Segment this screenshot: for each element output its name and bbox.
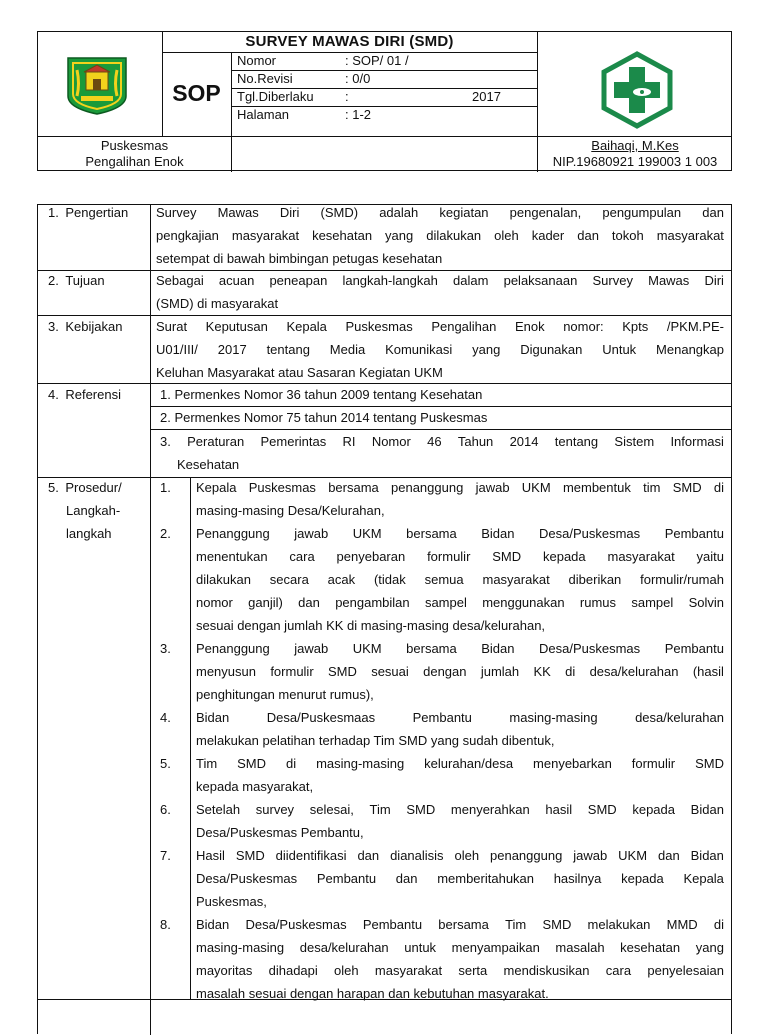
step-text-line: penghitungan menurut rumus), — [196, 687, 374, 702]
step-text-line: nomor ganjil) dan pengambilan sampel menggunakan rumus sampel Solvin — [196, 595, 724, 610]
step-text-line: Tim SMD di masing-masing kelurahan/desa menyebarkan formulir SMD — [196, 756, 724, 771]
sop-header-table — [37, 31, 732, 171]
label-tujuan: 2. Tujuan — [48, 273, 105, 288]
field-halaman-label: Halaman — [237, 107, 290, 122]
sop-label: SOP — [172, 80, 221, 106]
field-revisi-value: : 0/0 — [345, 71, 371, 86]
step-number: 5. — [160, 756, 171, 771]
step-number: 2. — [160, 526, 171, 541]
step-number: 3. — [160, 641, 171, 656]
label-referensi: 4. Referensi — [48, 387, 121, 402]
step-text-line: kepada masyarakat, — [196, 779, 314, 794]
step-text-line: Penanggung jawab UKM bersama Bidan Desa/Puskesmas Pembantu — [196, 526, 724, 541]
field-revisi-label: No.Revisi — [237, 71, 293, 86]
field-nomor-label: Nomor — [237, 53, 277, 68]
step-text-line: Bidan Desa/Puskesmas Pembantu bersama Tim SMD melakukan MMD di — [196, 917, 724, 932]
field-tgl-year: 2017 — [472, 89, 501, 104]
step-number: 4. — [160, 710, 171, 725]
label-prosedur-2: Langkah- — [66, 503, 121, 518]
kebijakan-line: U01/III/ 2017 tentang Media Komunikasi yang Digunakan Untuk Menangkap — [156, 342, 724, 357]
step-text-line: menyusun formulir SMD sesuai dengan jumlah KK di desa/kelurahan (hasil — [196, 664, 724, 679]
field-halaman-value: : 1-2 — [345, 107, 372, 122]
org-name-line2: Pengalihan Enok — [85, 154, 184, 169]
pengertian-line: pengkajian masyarakat kesehatan yang dilakukan oleh kader dan tokoh masyarakat — [156, 228, 724, 243]
label-kebijakan: 3. Kebijakan — [48, 319, 123, 334]
referensi-item: 1. Permenkes Nomor 36 tahun 2009 tentang Kesehatan — [160, 387, 483, 402]
tujuan-line: (SMD) di masyarakat — [156, 296, 279, 311]
field-tgl-label: Tgl.Diberlaku — [237, 89, 314, 104]
label-pengertian: 1. Pengertian — [48, 205, 129, 220]
step-text-line: melakukan pelatihan terhadap Tim SMD yang sudah dibentuk, — [196, 733, 555, 748]
step-number: 7. — [160, 848, 171, 863]
kebijakan-line: Surat Keputusan Kepala Puskesmas Pengalihan Enok nomor: Kpts /PKM.PE- — [156, 319, 724, 334]
referensi-item: 2. Permenkes Nomor 75 tahun 2014 tentang Puskesmas — [160, 410, 488, 425]
step-text-line: masing-masing Desa/Kelurahan, — [196, 503, 385, 518]
step-text-line: Hasil SMD diidentifikasi dan dianalisis oleh penanggung jawab UKM dan Bidan — [196, 848, 724, 863]
signer-nip: NIP.19680921 199003 1 003 — [552, 154, 718, 169]
pengertian-line: setempat di bawah bimbingan petugas kesehatan — [156, 251, 443, 266]
step-text-line: Setelah survey selesai, Tim SMD menyerahkan hasil SMD kepada Bidan — [196, 802, 724, 817]
regional-government-emblem-icon — [64, 56, 130, 116]
step-text-line: mayoritas dihadapi oleh masyarakat serta mendiskusikan cara penyelesaian — [196, 963, 724, 978]
label-prosedur-3: langkah — [66, 526, 112, 541]
org-name-line1: Puskesmas — [100, 138, 169, 153]
sop-content-table — [37, 204, 732, 1034]
label-prosedur-1: 5. Prosedur/ — [48, 480, 122, 495]
field-tgl-value: : — [345, 89, 349, 104]
step-text-line: dilakukan secara acak (tidak semua masyarakat diberikan formulir/rumah — [196, 572, 724, 587]
puskesmas-logo-icon — [598, 51, 676, 129]
step-text-line: Kepala Puskesmas bersama penanggung jawab UKM membentuk tim SMD di — [196, 480, 724, 495]
step-text-line: masalah sesuai dengan harapan dan kebutuhan masyarakat. — [196, 986, 549, 1001]
step-number: 8. — [160, 917, 171, 932]
kebijakan-line: Keluhan Masyarakat atau Sasaran Kegiatan UKM — [156, 365, 443, 380]
referensi-item: Kesehatan — [177, 457, 240, 472]
referensi-item: 3. Peraturan Pemerintas RI Nomor 46 Tahun 2014 tentang Sistem Informasi — [160, 434, 724, 449]
field-nomor-value: : SOP/ 01 / — [345, 53, 409, 68]
step-text-line: Penanggung jawab UKM bersama Bidan Desa/Puskesmas Pembantu — [196, 641, 724, 656]
step-text-line: Desa/Puskesmas Pembantu dan memberitahukan hasilnya kepada Kepala — [196, 871, 724, 886]
step-text-line: sesuai dengan jumlah KK di masing-masing desa/kelurahan, — [196, 618, 546, 633]
document-title: SURVEY MAWAS DIRI (SMD) — [245, 33, 454, 50]
step-text-line: masing-masing desa/kelurahan untuk menyampaikan masalah kesehatan yang — [196, 940, 724, 955]
step-text-line: menentukan cara penyebaran formulir SMD kepada masyarakat yaitu — [196, 549, 724, 564]
signer-name: Baihaqi, M.Kes — [591, 138, 679, 153]
step-number: 6. — [160, 802, 171, 817]
tujuan-line: Sebagai acuan peneapan langkah-langkah dalam pelaksanaan Survey Mawas Diri — [156, 273, 724, 288]
step-text-line: Puskesmas, — [196, 894, 267, 909]
step-number: 1. — [160, 480, 171, 495]
pengertian-line: Survey Mawas Diri (SMD) adalah kegiatan pengenalan, pengumpulan dan — [156, 205, 724, 220]
step-text-line: Desa/Puskesmas Pembantu, — [196, 825, 364, 840]
step-text-line: Bidan Desa/Puskesmaas Pembantu masing-masing desa/kelurahan — [196, 710, 724, 725]
